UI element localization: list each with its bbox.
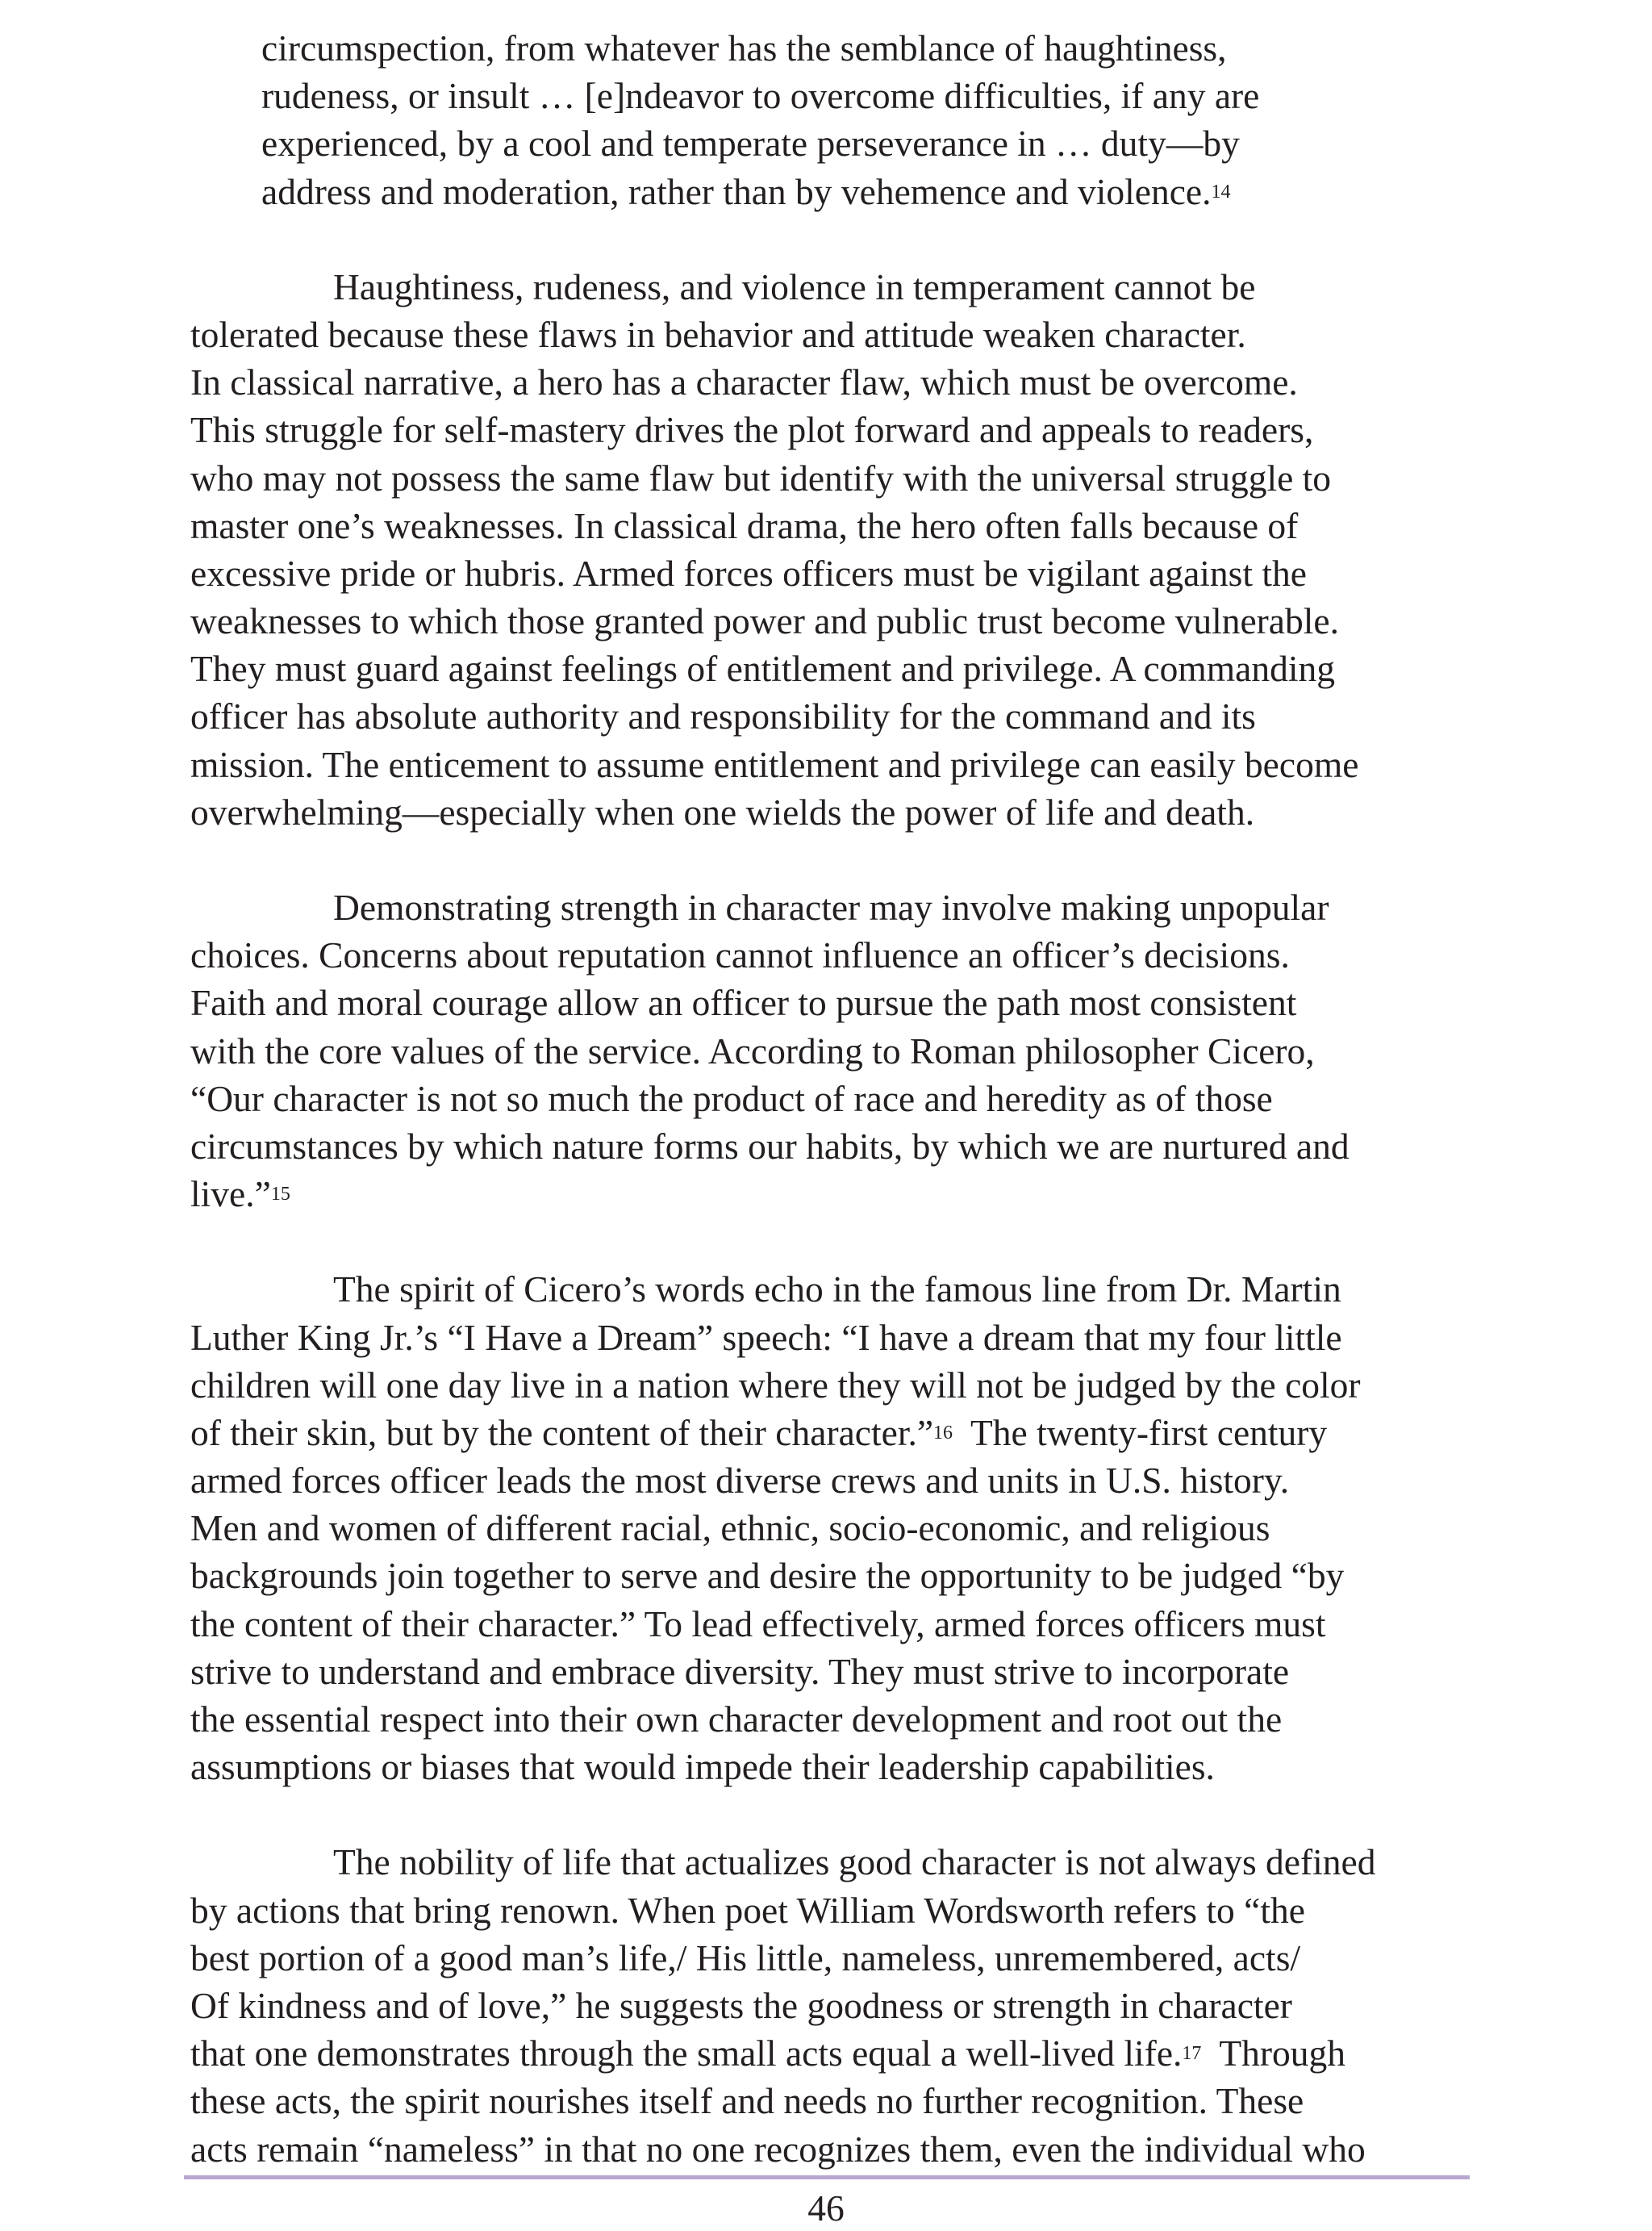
paragraph-wordsworth [190, 1838, 1473, 2172]
footnote-ref-15[interactable]: 15 [270, 1184, 290, 1205]
paragraph-line: circumstances by which nature forms our habits, by which we are nurtured and [190, 1125, 1350, 1167]
quote-line [190, 168, 1473, 215]
paragraph-line: who may not possess the same flaw but identify with the universal struggle to [190, 457, 1332, 499]
paragraph-line: by actions that bring renown. When poet William Wordsworth refers to “the [190, 1889, 1305, 1931]
block-quote [190, 24, 1473, 215]
paragraph-gap [190, 1218, 1473, 1265]
paragraph-line: these acts, the spirit nourishes itself and needs no further recognition. These [190, 2080, 1304, 2122]
quote-line-text: address and moderation, rather than by vehemence and violence. [261, 170, 1212, 212]
paragraph-line: backgrounds join together to serve and desire the opportunity to be judged “by [190, 1555, 1345, 1597]
paragraph-line: Luther King Jr.’s “I Have a Dream” speech: “I have a dream that my four little [190, 1316, 1342, 1358]
paragraph-line: officer has absolute authority and responsibility for the command and its [190, 696, 1256, 737]
paragraph-gap [190, 836, 1473, 884]
paragraph-line: In classical narrative, a hero has a character flaw, which must be overcome. [190, 361, 1298, 403]
paragraph-line: This struggle for self-mastery drives the plot forward and appeals to readers, [190, 409, 1314, 451]
paragraph-line: Faith and moral courage allow an officer to pursue the path most consistent [190, 982, 1297, 1024]
paragraph-line: Demonstrating strength in character may involve making unpopular [333, 887, 1329, 928]
quote-line: experienced, by a cool and temperate perseverance in … duty—by [261, 123, 1240, 165]
paragraph-line-text: The twenty-first century [953, 1411, 1328, 1453]
paragraph-line: Haughtiness, rudeness, and violence in temperament cannot be [333, 265, 1256, 307]
paragraph-line: overwhelming—especially when one wields the power of life and death. [190, 791, 1255, 833]
paragraph-line: tolerated because these flaws in behavior and attitude weaken character. [190, 313, 1246, 355]
paragraph-line: “Our character is not so much the product of race and heredity as of those [190, 1077, 1273, 1119]
paragraph-gap [190, 215, 1473, 263]
paragraph-line: armed forces officer leads the most diverse crews and units in U.S. history. [190, 1460, 1290, 1502]
paragraph-line [190, 2029, 1473, 2077]
paragraph-line-text: Through [1201, 2033, 1346, 2074]
paragraph-line-text: that one demonstrates through the small acts equal a well-lived life. [190, 2033, 1183, 2074]
paragraph-strength-in-character [190, 884, 1473, 1218]
paragraph-haughtiness [190, 263, 1473, 836]
paragraph-line: mission. The enticement to assume entitlement and privilege can easily become [190, 743, 1359, 785]
paragraph-line: acts remain “nameless” in that no one recognizes them, even the individual who [190, 2128, 1366, 2170]
paragraph-line: weaknesses to which those granted power and public trust become vulnerable. [190, 600, 1339, 642]
footnote-ref-17[interactable]: 17 [1182, 2043, 1202, 2065]
paragraph-line: best portion of a good man’s life,/ His little, nameless, unremembered, acts/ [190, 1936, 1301, 1978]
paragraph-line [190, 1409, 1473, 1456]
page-number: 46 [807, 2187, 845, 2229]
paragraph-line: choices. Concerns about reputation cannot influence an officer’s decisions. [190, 934, 1290, 976]
paragraph-cicero-king [190, 1265, 1473, 1790]
paragraph-line: They must guard against feelings of entitlement and privilege. A commanding [190, 648, 1336, 690]
paragraph-line: the essential respect into their own character development and root out the [190, 1698, 1283, 1740]
paragraph-line-text: live.” [190, 1173, 271, 1215]
footnote-ref-16[interactable]: 16 [933, 1422, 953, 1443]
paragraph-line: Of kindness and of love,” he suggests the goodness or strength in character [190, 1984, 1292, 2026]
paragraph-line: with the core values of the service. According to Roman philosopher Cicero, [190, 1030, 1315, 1072]
paragraph-line: The spirit of Cicero’s words echo in the famous line from Dr. Martin [333, 1268, 1341, 1310]
footer-rule [184, 2175, 1470, 2179]
paragraph-line: excessive pride or hubris. Armed forces officers must be vigilant against the [190, 552, 1307, 594]
paragraph-line: strive to understand and embrace diversity. They must strive to incorporate [190, 1650, 1290, 1692]
paragraph-line: The nobility of life that actualizes good character is not always defined [333, 1841, 1376, 1883]
quote-line: rudeness, or insult … [e]ndeavor to overcome difficulties, if any are [261, 75, 1260, 117]
footnote-ref-14[interactable]: 14 [1211, 181, 1231, 203]
page-body [190, 24, 1473, 2173]
paragraph-gap [190, 1790, 1473, 1838]
paragraph-line: assumptions or biases that would impede their leadership capabilities. [190, 1746, 1215, 1788]
paragraph-line: Men and women of different racial, ethnic, socio-economic, and religious [190, 1507, 1270, 1549]
paragraph-line: the content of their character.” To lead effectively, armed forces officers must [190, 1602, 1326, 1644]
paragraph-line: children will one day live in a nation where they will not be judged by the color [190, 1364, 1361, 1406]
paragraph-line: master one’s weaknesses. In classical drama, the hero often falls because of [190, 504, 1299, 546]
quote-line: circumspection, from whatever has the semblance of haughtiness, [261, 27, 1227, 69]
paragraph-line [190, 1170, 1473, 1218]
paragraph-line-text: of their skin, but by the content of their character.” [190, 1411, 934, 1453]
